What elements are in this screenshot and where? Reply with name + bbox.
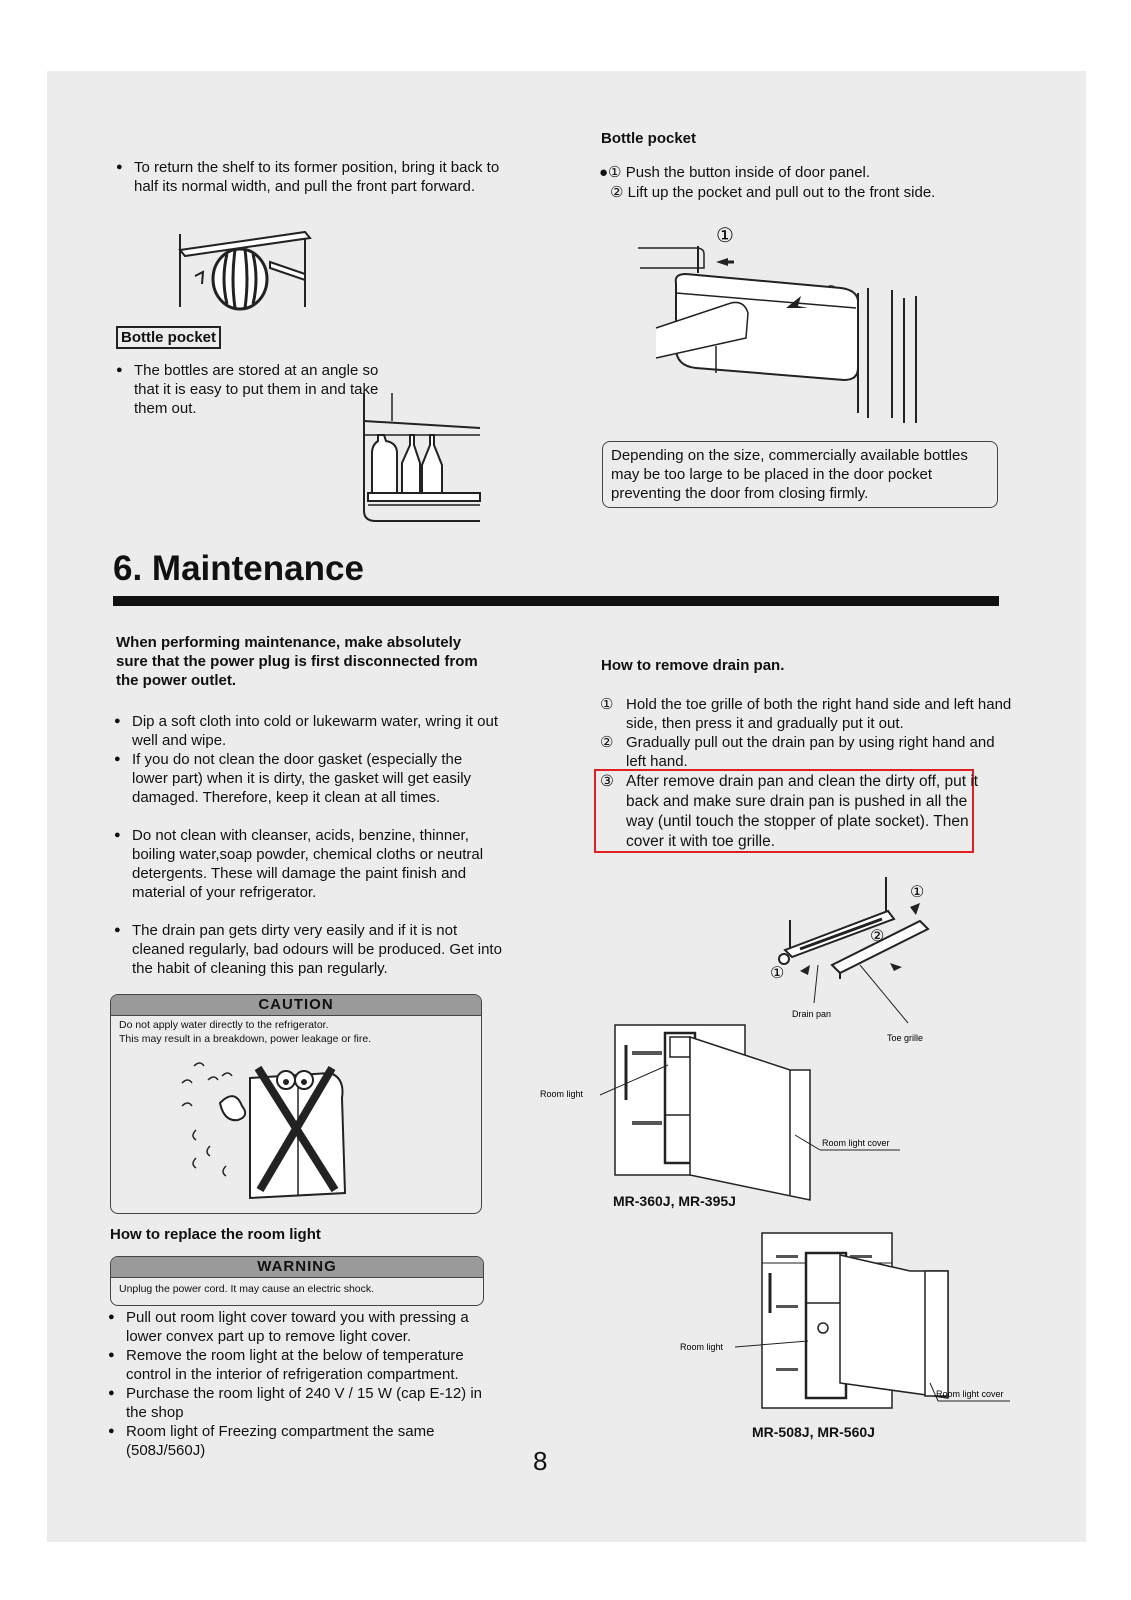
fridge-figure-a [540,1025,920,1205]
bottle-pocket-text: ● The bottles are stored at an angle so that it is easy to put them in and take them out. [116,361,384,418]
drain-pan-step-2: ② Gradually pull out the drain pan by using right hand and left hand. [600,734,995,770]
room-light-heading: How to replace the room light [110,1226,321,1243]
room-light-label-b: Room light [680,1342,724,1352]
bottle-pocket-step1: ●① Push the button inside of door panel. [599,164,871,181]
bottle-pocket-illustration [362,393,482,533]
room-light-bullet-2: ● Remove the room light at the below of temperature control in the interior of refrigeration compartment. [108,1346,496,1384]
room-light-cover-label-a: Room light cover [822,1138,890,1148]
page-number: 8 [533,1446,548,1476]
room-light-warning-box [110,1256,484,1306]
room-light-warning-title: WARNING [111,1257,483,1278]
room-light-warning-text: Unplug the power cord. It may cause an electric shock. [119,1283,375,1295]
room-light-bullet-4: ● Room light of Freezing compartment the same (508J/560J) [108,1422,496,1460]
model-label-b: MR-508J, MR-560J [752,1424,875,1440]
maintenance-bullet-2: ● If you do not clean the door gasket (especially the lower part) when it is dirty, the gasket will get easily damaged. Therefore, keep it clean at all times. [114,750,502,807]
maintenance-bullet-4: ● The drain pan gets dirty very easily and if it is not cleaned regularly, bad odours will be produced. Get into the habit of cleaning this pan regularly. [114,921,502,978]
drain-fig-marker-1a: ① [910,884,925,901]
door-pocket-removal-illustration [636,218,936,423]
drain-pan-step-3: ③ After remove drain pan and clean the dirty off, put it back and make sure drain pan is pushed in all the way (until touch the stopper of plate socket). Then cover it with toe grille. [600,773,979,850]
drain-pan-heading: How to remove drain pan. [601,657,785,674]
maintenance-heading: 6. Maintenance [113,549,364,588]
maintenance-bullet-1: ● Dip a soft cloth into cold or lukewarm water, wring it out well and wipe. [114,712,502,750]
model-label-a: MR-360J, MR-395J [613,1193,736,1209]
caution-line1: Do not apply water directly to the refrigerator. [119,1019,329,1031]
caution-line2: This may result in a breakdown, power leakage or fire. [119,1033,372,1045]
caution-title: CAUTION [111,995,481,1016]
room-light-bullet-3: ● Purchase the room light of 240 V / 15 W (cap E-12) in the shop [108,1384,496,1422]
maintenance-warning-lead: When performing maintenance, make absolutely sure that the power plug is first disconnected from the power outlet. [116,634,478,689]
maintenance-bullet-3: ● Do not clean with cleanser, acids, benzine, thinner, boiling water,soap powder, chemical cloths or neutral detergents. These will damage the paint finish and material of your refrigerator. [114,826,502,902]
bottle-pocket-right-title: Bottle pocket [601,130,697,147]
drain-fig-marker-2: ② [870,928,885,945]
bottle-pocket-step2: ② Lift up the pocket and pull out to the front side. [610,184,936,201]
drain-pan-label: Drain pan [792,1009,832,1019]
drain-pan-illustration [770,875,990,1043]
drain-pan-step-1: ① Hold the toe grille of both the right hand side and left hand side, then press it and gradually put it out. [600,696,1012,732]
drain-fig-marker-1b: ① [770,965,785,982]
shelf-return-text: ● To return the shelf to its former position, bring it back to half its normal width, and pull the front part forward. [116,158,504,196]
figure-step1-marker: ① [716,225,734,247]
no-water-spray-illustration [180,1058,370,1203]
fridge-figure-b [680,1233,1020,1423]
room-light-cover-label-b: Room light cover [936,1389,1004,1399]
maintenance-rule [113,596,999,606]
bottle-pocket-label: Bottle pocket [116,326,221,349]
room-light-bullet-1: ● Pull out room light cover toward you with pressing a lower convex part up to remove light cover. [108,1308,496,1346]
room-light-label-a: Room light [540,1089,584,1099]
shelf-illustration [175,232,315,312]
toe-grille-label: Toe grille [887,1033,924,1043]
bottle-size-note: Depending on the size, commercially available bottles may be too large to be placed in the door pocket preventing the door from closing firmly. [602,441,998,508]
